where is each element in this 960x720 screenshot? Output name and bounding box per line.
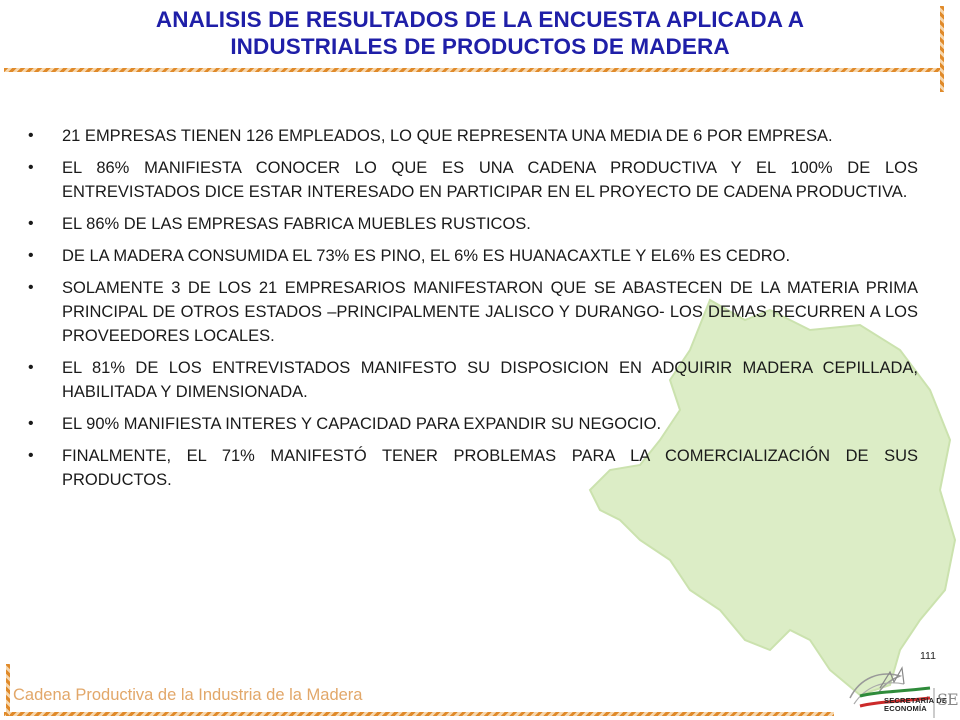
bottom-rope-divider xyxy=(4,712,834,716)
finding-text: EL 86% MANIFIESTA CONOCER LO QUE ES UNA CADENA PRODUCTIVA Y EL 100% DE LOS ENTREVISTADOS DICE ESTAR INTERESADO EN PARTICIPAR EN EL PROYECTO DE CADENA PRODUCTIVA. xyxy=(62,159,918,201)
ministry-name-line-1: SECRETARÍA DE xyxy=(884,696,948,705)
page-number: 111 xyxy=(920,650,936,662)
finding-item xyxy=(26,412,918,436)
slide-title xyxy=(40,6,920,60)
findings-list xyxy=(26,124,918,500)
bullet-icon: • xyxy=(28,127,34,144)
bullet-icon: • xyxy=(28,415,34,432)
ministry-name-line-2: ECONOMÍA xyxy=(884,704,927,713)
right-rope-divider xyxy=(940,6,944,92)
bullet-icon: • xyxy=(28,279,34,296)
ministry-mark: SE xyxy=(937,690,958,709)
bullet-icon: • xyxy=(28,447,34,464)
finding-item xyxy=(26,276,918,348)
bullet-icon: • xyxy=(28,215,34,232)
footer-caption: Cadena Productiva de la Industria de la Madera xyxy=(13,686,363,704)
finding-item xyxy=(26,444,918,492)
bullet-icon: • xyxy=(28,159,34,176)
finding-text: EL 90% MANIFIESTA INTERES Y CAPACIDAD PARA EXPANDIR SU NEGOCIO. xyxy=(62,415,662,433)
finding-text: SOLAMENTE 3 DE LOS 21 EMPRESARIOS MANIFESTARON QUE SE ABASTECEN DE LA MATERIA PRIMA PRINCIPAL DE OTROS ESTADOS –PRINCIPALMENTE JALISCO Y DURANGO- LOS DEMAS RECURREN A LOS PROVEEDORES LOCALES. xyxy=(62,279,918,345)
slide-title-line-1: ANALISIS DE RESULTADOS DE LA ENCUESTA APLICADA A xyxy=(155,7,805,32)
top-rope-divider xyxy=(4,68,942,72)
finding-item xyxy=(26,212,918,236)
left-rope-divider xyxy=(6,664,10,716)
finding-text: EL 81% DE LOS ENTREVISTADOS MANIFESTO SU DISPOSICION EN ADQUIRIR MADERA CEPILLADA, HABILITADA Y DIMENSIONADA. xyxy=(62,359,918,401)
finding-item xyxy=(26,156,918,204)
finding-text: 21 EMPRESAS TIENEN 126 EMPLEADOS, LO QUE REPRESENTA UNA MEDIA DE 6 POR EMPRESA. xyxy=(62,127,833,145)
finding-item xyxy=(26,124,918,148)
finding-item xyxy=(26,356,918,404)
finding-text: EL 86% DE LAS EMPRESAS FABRICA MUEBLES RUSTICOS. xyxy=(62,215,531,233)
slide-title-line-2: INDUSTRIALES DE PRODUCTOS DE MADERA xyxy=(230,34,730,59)
finding-text: DE LA MADERA CONSUMIDA EL 73% ES PINO, EL 6% ES HUANACAXTLE Y EL6% ES CEDRO. xyxy=(62,247,791,265)
bullet-icon: • xyxy=(28,359,34,376)
finding-item xyxy=(26,244,918,268)
finding-text: FINALMENTE, EL 71% MANIFESTÓ TENER PROBLEMAS PARA LA COMERCIALIZACIÓN DE SUS PRODUCTOS. xyxy=(62,447,918,489)
bullet-icon: • xyxy=(28,247,34,264)
